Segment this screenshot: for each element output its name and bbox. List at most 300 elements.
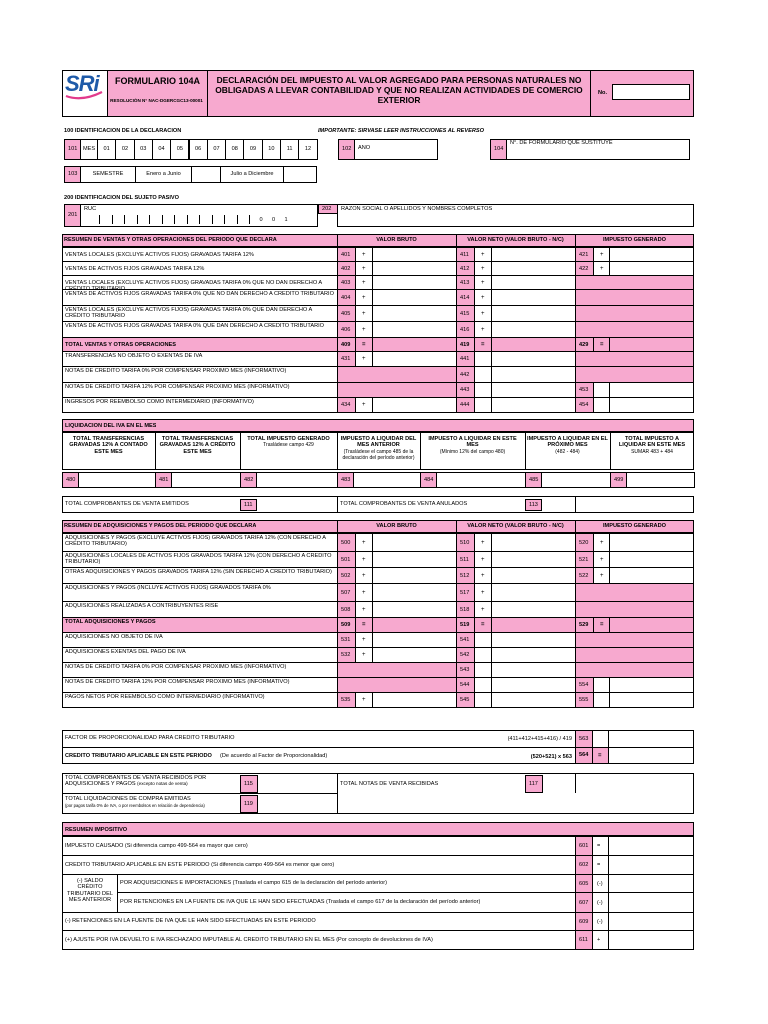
adq-sign-cell: + — [355, 692, 373, 708]
adq-value-input-532[interactable] — [372, 647, 457, 663]
liq-code-499: 499 — [610, 472, 627, 488]
adq-code-544: 544 — [456, 677, 475, 693]
adq-value-input-518[interactable] — [491, 601, 576, 618]
ventas-row — [62, 351, 338, 367]
adq-row-label: ADQUISICIONES REALIZADAS A CONTRIBUYENTES RISE — [65, 603, 219, 609]
adq-sign-cell: + — [355, 632, 373, 648]
ventas-value-input-454[interactable] — [609, 397, 694, 413]
adq-value-input-545[interactable] — [491, 692, 576, 708]
resumen-label-602: CRÉDITO TRIBUTARIO APLICABLE EN ESTE PERÍODO (Si diferencia campo 499-564 es menor que cero) — [65, 862, 335, 868]
liq-value-input-499[interactable] — [626, 472, 695, 488]
ventas-value-input-404[interactable] — [372, 289, 457, 306]
adq-sign-cell: = — [355, 617, 373, 633]
adq-blank-cell — [575, 583, 694, 602]
resumen-value-input-605[interactable] — [608, 874, 694, 893]
adq-sign-cell — [593, 692, 610, 708]
adq-sign-cell: + — [355, 647, 373, 663]
adq-value-input-501[interactable] — [372, 551, 457, 568]
code-104: 104 — [490, 139, 507, 160]
ventas-value-input-431[interactable] — [372, 351, 457, 367]
ruc-digit-divider — [212, 215, 213, 224]
adq-sign-cell: + — [355, 533, 373, 552]
adq-sign-cell: + — [474, 533, 492, 552]
ventas-code-413: 413 — [456, 275, 475, 290]
ruc-digit-divider — [137, 215, 138, 224]
ventas-code-444: 444 — [456, 397, 475, 413]
adq-value-input-522[interactable] — [609, 567, 694, 584]
ventas-value-input-422[interactable] — [609, 261, 694, 276]
sri-logo-text: SRi — [65, 71, 99, 96]
adq-row-label: ADQUISICIONES Y PAGOS (EXCLUYE ACTIVOS FIJOS) GRAVADOS TARIFA 12% (CON DERECHO A CRÉDITO TRIBUTARIO) — [65, 535, 326, 548]
resumen-sign-609: (-) — [592, 912, 609, 931]
adq-blank-cell — [575, 601, 694, 618]
adq-blank-cell — [575, 647, 694, 663]
ventas-row — [62, 261, 338, 276]
adq-row — [62, 662, 338, 678]
ventas-code-441: 441 — [456, 351, 475, 367]
ventas-value-input-416[interactable] — [491, 321, 576, 338]
adq-col-impuesto: IMPUESTO GENERADO — [603, 523, 666, 529]
liq-col-header: TOTAL IMPUESTO GENERADO Trasládese campo 429 — [247, 436, 330, 449]
ventas-code-453: 453 — [575, 382, 594, 398]
liq-col-header: IMPUESTO A LIQUIDAR DEL MES ANTERIOR (Trasládese el campo 485 de la declaración del período anterior) — [340, 436, 417, 461]
ventas-sign-cell: = — [474, 337, 492, 352]
ventas-blank-cell — [575, 275, 694, 290]
liq-code-482: 482 — [240, 472, 257, 488]
ruc-label: RUC — [84, 206, 97, 212]
ventas-row — [62, 321, 338, 338]
ventas-sign-cell: + — [355, 247, 373, 262]
ruc-digit-divider — [199, 215, 200, 224]
ventas-code-409: 409 — [337, 337, 356, 352]
ventas-sign-cell: + — [474, 289, 492, 306]
ventas-code-416: 416 — [456, 321, 475, 338]
resumen-value-input-607[interactable] — [608, 892, 694, 913]
ruc-fixed-digit: 1 — [284, 217, 288, 223]
adq-value-input-500[interactable] — [372, 533, 457, 552]
ventas-blank-cell — [575, 351, 694, 367]
ventas-value-input-421[interactable] — [609, 247, 694, 262]
adq-code-501: 501 — [337, 551, 356, 568]
ventas-sign-cell: + — [355, 275, 373, 290]
saldo-credito-label-cell: (-) SALDO CRÉDITO TRIBUTARIO DEL MES ANTERIOR — [62, 874, 118, 913]
liquidacion-header: LIQUIDACIÓN DEL IVA EN EL MES — [62, 419, 694, 432]
adq-code-522: 522 — [575, 567, 594, 584]
adq-code-500: 500 — [337, 533, 356, 552]
credito-label: CRÉDITO TRIBUTARIO APLICABLE EN ESTE PERÍODO — [65, 753, 212, 759]
ventas-sign-cell: + — [355, 351, 373, 367]
ventas-row — [62, 305, 338, 322]
adq-value-input-535[interactable] — [372, 692, 457, 708]
adq-value-input-529[interactable] — [609, 617, 694, 633]
code-103: 103 — [64, 166, 81, 183]
declaration-title: DECLARACIÓN DEL IMPUESTO AL VALOR AGREGADO PARA PERSONAS NATURALES NO OBLIGADAS A LLEVAR CONTABILIDAD Y QUE NO REALIZAN ACTIVIDADES DE COMERCIO EXTERIOR — [215, 75, 583, 105]
ventas-sign-cell — [474, 382, 492, 398]
adq-value-input-554[interactable] — [609, 677, 694, 693]
liquidaciones-note: (por pagos tarifa 0% de IVA, o por reembolsos en relación de dependencia) — [65, 803, 205, 808]
ventas-value-input-441[interactable] — [491, 351, 576, 367]
adq-row-label: ADQUISICIONES NO OBJETO DE IVA — [65, 634, 163, 640]
liq-value-input-484[interactable] — [436, 472, 526, 488]
code-201: 201 — [64, 204, 81, 227]
liq-value-input-485[interactable] — [541, 472, 611, 488]
adq-code-541: 541 — [456, 632, 475, 648]
adq-value-input-507[interactable] — [372, 583, 457, 602]
ventas-value-input-453[interactable] — [609, 382, 694, 398]
ventas-value-input-409[interactable] — [372, 337, 457, 352]
adq-sign-cell: = — [593, 617, 610, 633]
adq-sign-cell: + — [355, 583, 373, 602]
ventas-sign-cell — [474, 366, 492, 383]
ventas-row-label: NOTAS DE CRÉDITO TARIFA 12% POR COMPENSAR PRÓXIMO MES (INFORMATIVO) — [65, 384, 290, 390]
liq-code-485: 485 — [525, 472, 542, 488]
month-cell-07[interactable]: 07 — [207, 139, 226, 160]
adq-code-532: 532 — [337, 647, 356, 663]
ventas-code-442: 442 — [456, 366, 475, 383]
month-label-cell: MES — [80, 139, 98, 160]
ventas-sign-cell: = — [593, 337, 610, 352]
ventas-row-label: VENTAS DE ACTIVOS FIJOS GRAVADAS TARIFA 0% QUE NO DAN DERECHO A CRÉDITO TRIBUTARIO — [65, 291, 334, 297]
adq-sign-cell — [593, 677, 610, 693]
adq-code-511: 511 — [456, 551, 475, 568]
code-115: 115 — [240, 775, 258, 793]
ventas-value-input-429[interactable] — [609, 337, 694, 352]
adq-row-label: NOTAS DE CRÉDITO TARIFA 0% POR COMPENSAR PRÓXIMO MES (INFORMATIVO) — [65, 664, 287, 670]
liq-col-header: TOTAL IMPUESTO A LIQUIDAR EN ESTE MES SUMAR 483 + 484 — [618, 436, 686, 455]
ventas-sign-cell — [474, 351, 492, 367]
liq-value-input-480[interactable] — [78, 472, 156, 488]
ventas-code-422: 422 — [575, 261, 594, 276]
adq-row — [62, 647, 338, 663]
ventas-code-406: 406 — [337, 321, 356, 338]
ventas-row — [62, 366, 338, 383]
anulados-label: TOTAL COMPROBANTES DE VENTA ANULADOS — [340, 501, 468, 507]
adq-row-label: NOTAS DE CRÉDITO TARIFA 12% POR COMPENSAR PRÓXIMO MES (INFORMATIVO) — [65, 679, 290, 685]
resumen-value-input-602[interactable] — [608, 855, 694, 875]
adq-sign-cell: + — [593, 567, 610, 584]
ruc-digit-divider — [124, 215, 125, 224]
liq-code-480: 480 — [62, 472, 79, 488]
adq-value-input-542[interactable] — [491, 647, 576, 663]
resumen-label-609: (-) RETENCIONES EN LA FUENTE DE IVA QUE LE HAN SIDO EFECTUADAS EN ESTE PERÍODO — [65, 918, 316, 924]
ruc-digit-divider — [149, 215, 150, 224]
code-563: 563 — [575, 730, 593, 748]
ventas-value-input-405[interactable] — [372, 305, 457, 322]
adq-sign-cell: = — [474, 617, 492, 633]
adq-code-542: 542 — [456, 647, 475, 663]
adq-code-509: 509 — [337, 617, 356, 633]
adq-value-input-512[interactable] — [491, 567, 576, 584]
adq-sign-cell: + — [474, 567, 492, 584]
resumen-value-input-601[interactable] — [608, 836, 694, 856]
section-200-title: 200 IDENTIFICACION DEL SUJETO PASIVO — [64, 195, 180, 201]
code-202: 202 — [318, 204, 338, 214]
ventas-value-input-415[interactable] — [491, 305, 576, 322]
adq-value-input-544[interactable] — [491, 677, 576, 693]
resumen-header: RESUMEN IMPOSITIVO — [62, 822, 694, 836]
month-cell-08[interactable]: 08 — [225, 139, 244, 160]
ventas-row-label: VENTAS LOCALES (EXCLUYE ACTIVOS FIJOS) GRAVADAS TARIFA 12% — [65, 251, 254, 258]
adq-row-label: TOTAL ADQUISICIONES Y PAGOS — [65, 619, 156, 625]
ventas-sign-cell — [593, 382, 610, 398]
ventas-value-input-442[interactable] — [491, 366, 576, 383]
ventas-row — [62, 247, 338, 262]
adq-code-519: 519 — [456, 617, 475, 633]
resumen-sign-602: = — [592, 855, 609, 875]
ventas-value-input-413[interactable] — [491, 275, 576, 290]
ventas-sign-cell: + — [355, 289, 373, 306]
ventas-blank-cell — [337, 366, 457, 383]
adq-sign-cell — [474, 662, 492, 678]
liq-code-484: 484 — [420, 472, 437, 488]
adq-code-502: 502 — [337, 567, 356, 584]
substitute-form-input[interactable] — [506, 139, 690, 160]
ventas-value-input-402[interactable] — [372, 261, 457, 276]
resumen-code-601: 601 — [575, 836, 593, 856]
adq-value-input-519[interactable] — [491, 617, 576, 633]
ventas-code-414: 414 — [456, 289, 475, 306]
adq-value-input-521[interactable] — [609, 551, 694, 568]
ventas-sign-cell: + — [355, 321, 373, 338]
adq-code-545: 545 — [456, 692, 475, 708]
ruc-input[interactable] — [80, 204, 318, 227]
ventas-sign-cell: + — [474, 275, 492, 290]
liq-col-header: TOTAL TRANSFERENCIAS GRAVADAS 12% A CRÉDITO ESTE MES — [159, 436, 236, 455]
resumen-code-609: 609 — [575, 912, 593, 931]
ventas-value-input-401[interactable] — [372, 247, 457, 262]
ruc-fixed-digit: 0 — [259, 217, 263, 223]
ventas-sign-cell: + — [474, 247, 492, 262]
liq-code-481: 481 — [155, 472, 172, 488]
adq-col-bruto: VALOR BRUTO — [376, 523, 417, 529]
adq-code-510: 510 — [456, 533, 475, 552]
notas-venta-label: TOTAL NOTAS DE VENTA RECIBIDAS — [340, 781, 439, 787]
substitute-label: N°. DE FORMULARIO QUE SUSTITUYE — [510, 140, 613, 146]
ventas-blank-cell — [575, 366, 694, 383]
ventas-row-label: INGRESOS POR REEMBOLSO COMO INTERMEDIARIO (INFORMATIVO) — [65, 399, 254, 405]
year-label: AÑO — [358, 145, 371, 151]
ventas-row — [62, 382, 338, 398]
month-cell-04[interactable]: 04 — [152, 139, 171, 160]
adq-sign-cell — [474, 692, 492, 708]
adq-sign-cell — [474, 677, 492, 693]
adq-code-512: 512 — [456, 567, 475, 584]
adq-col-neto: VALOR NETO (VALOR BRUTO - N/C) — [467, 523, 564, 529]
adq-row-label: ADQUISICIONES Y PAGOS (INCLUYE ACTIVOS FIJOS) GRAVADOS TARIFA 0% — [65, 585, 271, 591]
ventas-sign-cell: + — [474, 321, 492, 338]
resumen-sign-605: (-) — [592, 874, 609, 893]
adq-blank-cell — [575, 662, 694, 678]
adq-code-507: 507 — [337, 583, 356, 602]
ventas-row-label: NOTAS DE CRÉDITO TARIFA 0% POR COMPENSAR PRÓXIMO MES (INFORMATIVO) — [65, 368, 287, 374]
ventas-row-label: VENTAS DE ACTIVOS FIJOS GRAVADAS TARIFA 0% QUE DAN DERECHO A CRÉDITO TRIBUTARIO — [65, 323, 325, 329]
number-label: No. — [598, 90, 608, 96]
adq-value-input-520[interactable] — [609, 533, 694, 552]
ventas-blank-cell — [575, 289, 694, 306]
resumen-label-611: (+) AJUSTE POR IVA DEVUELTO E IVA RECHAZADO IMPUTABLE AL CRÉDITO TRIBUTARIO EN EL MES (Por concepto de devoluciones de IVA) — [65, 937, 433, 943]
adq-value-input-502[interactable] — [372, 567, 457, 584]
adq-row — [62, 533, 338, 552]
ventas-row-label: TRANSFERENCIAS NO OBJETO O EXENTAS DE IVA — [65, 353, 203, 359]
resumen-label-607: POR RETENCIONES EN LA FUENTE DE IVA QUE LE HAN SIDO EFECTUADAS (Traslada el campo 617 de la declaración del período anterior) — [120, 899, 481, 905]
adq-title: RESUMEN DE ADQUISICIONES Y PAGOS DEL PERÍODO QUE DECLARA — [64, 523, 257, 529]
ventas-value-input-443[interactable] — [491, 382, 576, 398]
adq-value-input-510[interactable] — [491, 533, 576, 552]
adq-value-input-508[interactable] — [372, 601, 457, 618]
month-cell-06[interactable]: 06 — [189, 139, 208, 160]
ventas-code-434: 434 — [337, 397, 356, 413]
adq-sign-cell — [474, 632, 492, 648]
resumen-value-input-609[interactable] — [608, 912, 694, 931]
adq-row — [62, 617, 338, 633]
ventas-col-neto: VALOR NETO (VALOR BRUTO - N/C) — [467, 237, 564, 243]
ruc-digit-divider — [187, 215, 188, 224]
month-cell-01[interactable]: 01 — [97, 139, 116, 160]
ventas-value-input-412[interactable] — [491, 261, 576, 276]
ventas-sign-cell: + — [355, 261, 373, 276]
ventas-sign-cell: + — [355, 305, 373, 322]
resolution-text: RESOLUCIÓN N° NAC-DGERCGC13-00001 — [110, 98, 203, 103]
ventas-value-input-419[interactable] — [491, 337, 576, 352]
ventas-row-label: TOTAL VENTAS Y OTRAS OPERACIONES — [65, 341, 176, 348]
month-cell-03[interactable]: 03 — [134, 139, 153, 160]
form-number-input[interactable] — [612, 84, 690, 100]
ventas-code-405: 405 — [337, 305, 356, 322]
month-cell-12[interactable]: 12 — [298, 139, 317, 160]
ventas-col-bruto: VALOR BRUTO — [376, 237, 417, 243]
credito-note: (De acuerdo al Factor de Proporcionalidad) — [220, 753, 328, 759]
adq-sign-cell — [474, 647, 492, 663]
ventas-code-443: 443 — [456, 382, 475, 398]
ventas-row — [62, 289, 338, 306]
month-cell-11[interactable]: 11 — [280, 139, 299, 160]
ventas-code-421: 421 — [575, 247, 594, 262]
adq-row — [62, 677, 338, 693]
adq-value-input-511[interactable] — [491, 551, 576, 568]
ventas-code-431: 431 — [337, 351, 356, 367]
adq-value-input-541[interactable] — [491, 632, 576, 648]
semestre-option-2[interactable]: Julio a Diciembre — [220, 166, 284, 183]
ventas-row-label: VENTAS DE ACTIVOS FIJOS GRAVADAS TARIFA 12% — [65, 265, 205, 272]
code-119: 119 — [240, 795, 258, 813]
resumen-code-607: 607 — [575, 892, 593, 913]
adq-sign-cell: + — [593, 533, 610, 552]
ventas-sign-cell: + — [474, 305, 492, 322]
adq-sign-cell: + — [355, 551, 373, 568]
adq-code-555: 555 — [575, 692, 594, 708]
factor-formula: (411+412+415+416) / 419 — [507, 736, 572, 742]
resumen-label-605: POR ADQUISICIONES E IMPORTACIONES (Traslada el campo 615 de la declaración del período anterior) — [120, 880, 387, 886]
ventas-row — [62, 397, 338, 413]
month-cell-05[interactable]: 05 — [170, 139, 189, 160]
adq-blank-cell — [337, 662, 457, 678]
liq-value-input-481[interactable] — [171, 472, 241, 488]
important-note: IMPORTANTE: SÍRVASE LEER INSTRUCCIONES AL REVERSO — [318, 128, 484, 134]
ventas-code-429: 429 — [575, 337, 594, 352]
adq-sign-cell: + — [355, 567, 373, 584]
month-cell-02[interactable]: 02 — [115, 139, 134, 160]
adq-code-521: 521 — [575, 551, 594, 568]
adq-row — [62, 583, 338, 602]
semestre-check-1[interactable] — [191, 166, 221, 183]
adq-value-input-509[interactable] — [372, 617, 457, 633]
adq-blank-cell — [337, 677, 457, 693]
ventas-value-input-414[interactable] — [491, 289, 576, 306]
adq-row — [62, 567, 338, 584]
ventas-row — [62, 337, 338, 352]
ruc-digit-divider — [174, 215, 175, 224]
month-cell-09[interactable]: 09 — [243, 139, 262, 160]
credito-formula: (520+521) x 563 — [530, 754, 572, 760]
liq-col-header: IMPUESTO A LIQUIDAR EN EL PRÓXIMO MES (482 - 484) — [527, 436, 608, 455]
resumen-value-input-611[interactable] — [608, 930, 694, 950]
liq-value-input-482[interactable] — [256, 472, 338, 488]
resumen-code-611: 611 — [575, 930, 593, 950]
ventas-code-412: 412 — [456, 261, 475, 276]
ventas-code-411: 411 — [456, 247, 475, 262]
ventas-code-419: 419 — [456, 337, 475, 352]
adq-code-529: 529 — [575, 617, 594, 633]
ventas-code-403: 403 — [337, 275, 356, 290]
month-cell-10[interactable]: 10 — [262, 139, 281, 160]
resumen-label-601: IMPUESTO CAUSADO (Si diferencia campo 499-564 es mayor que cero) — [65, 843, 248, 849]
ventas-sign-cell: + — [593, 261, 610, 276]
ventas-code-402: 402 — [337, 261, 356, 276]
ruc-digit-divider — [162, 215, 163, 224]
adq-sign-cell: + — [355, 601, 373, 618]
resumen-code-602: 602 — [575, 855, 593, 875]
semestre-option-1[interactable]: Enero a Junio — [135, 166, 192, 183]
razon-social-input[interactable] — [337, 204, 694, 227]
adq-value-input-531[interactable] — [372, 632, 457, 648]
adq-value-input-543[interactable] — [491, 662, 576, 678]
section-100-title: 100 IDENTIFICACIÓN DE LA DECLARACIÓN — [64, 128, 182, 134]
adq-value-input-555[interactable] — [609, 692, 694, 708]
ventas-value-input-444[interactable] — [491, 397, 576, 413]
form-title: FORMULARIO 104A — [114, 76, 200, 86]
adq-code-517: 517 — [456, 583, 475, 602]
resumen-sign-601: = — [592, 836, 609, 856]
adq-code-508: 508 — [337, 601, 356, 618]
ventas-value-input-434[interactable] — [372, 397, 457, 413]
adq-row-label: OTRAS ADQUISICIONES Y PAGOS GRAVADOS TARIFA 12% (SIN DERECHO A CRÉDITO TRIBUTARIO) — [65, 569, 332, 575]
liq-value-input-483[interactable] — [353, 472, 421, 488]
ventas-col-impuesto: IMPUESTO GENERADO — [603, 237, 666, 243]
razon-label: RAZÓN SOCIAL O APELLIDOS Y NOMBRES COMPLETOS — [341, 206, 493, 212]
ventas-value-input-403[interactable] — [372, 275, 457, 290]
adq-code-543: 543 — [456, 662, 475, 678]
ventas-code-404: 404 — [337, 289, 356, 306]
resumen-sign-607: (-) — [592, 892, 609, 913]
adq-value-input-517[interactable] — [491, 583, 576, 602]
ventas-value-input-406[interactable] — [372, 321, 457, 338]
ventas-sign-cell: + — [355, 397, 373, 413]
ventas-value-input-411[interactable] — [491, 247, 576, 262]
credito-sign-cell: = — [592, 747, 609, 764]
ruc-digit-divider — [112, 215, 113, 224]
ruc-digit-divider — [249, 215, 250, 224]
code-113: 113 — [525, 499, 542, 511]
adq-row-label: ADQUISICIONES LOCALES DE ACTIVOS FIJOS GRAVADOS TARIFA 12% (CON DERECHO A CRÉDITO TRIBUTARIO) — [65, 553, 332, 566]
semestre-check-2[interactable] — [283, 166, 317, 183]
adq-row — [62, 692, 338, 708]
adq-blank-cell — [575, 632, 694, 648]
year-input[interactable] — [354, 139, 438, 160]
ventas-row-label: VENTAS LOCALES (EXCLUYE ACTIVOS FIJOS) GRAVADAS TARIFA 0% QUE NO DAN DERECHO A — [65, 279, 322, 286]
emitidos-label: TOTAL COMPROBANTES DE VENTA EMITIDOS — [65, 501, 189, 507]
adq-row-label: ADQUISICIONES EXENTAS DEL PAGO DE IVA — [65, 649, 186, 655]
adq-code-518: 518 — [456, 601, 475, 618]
